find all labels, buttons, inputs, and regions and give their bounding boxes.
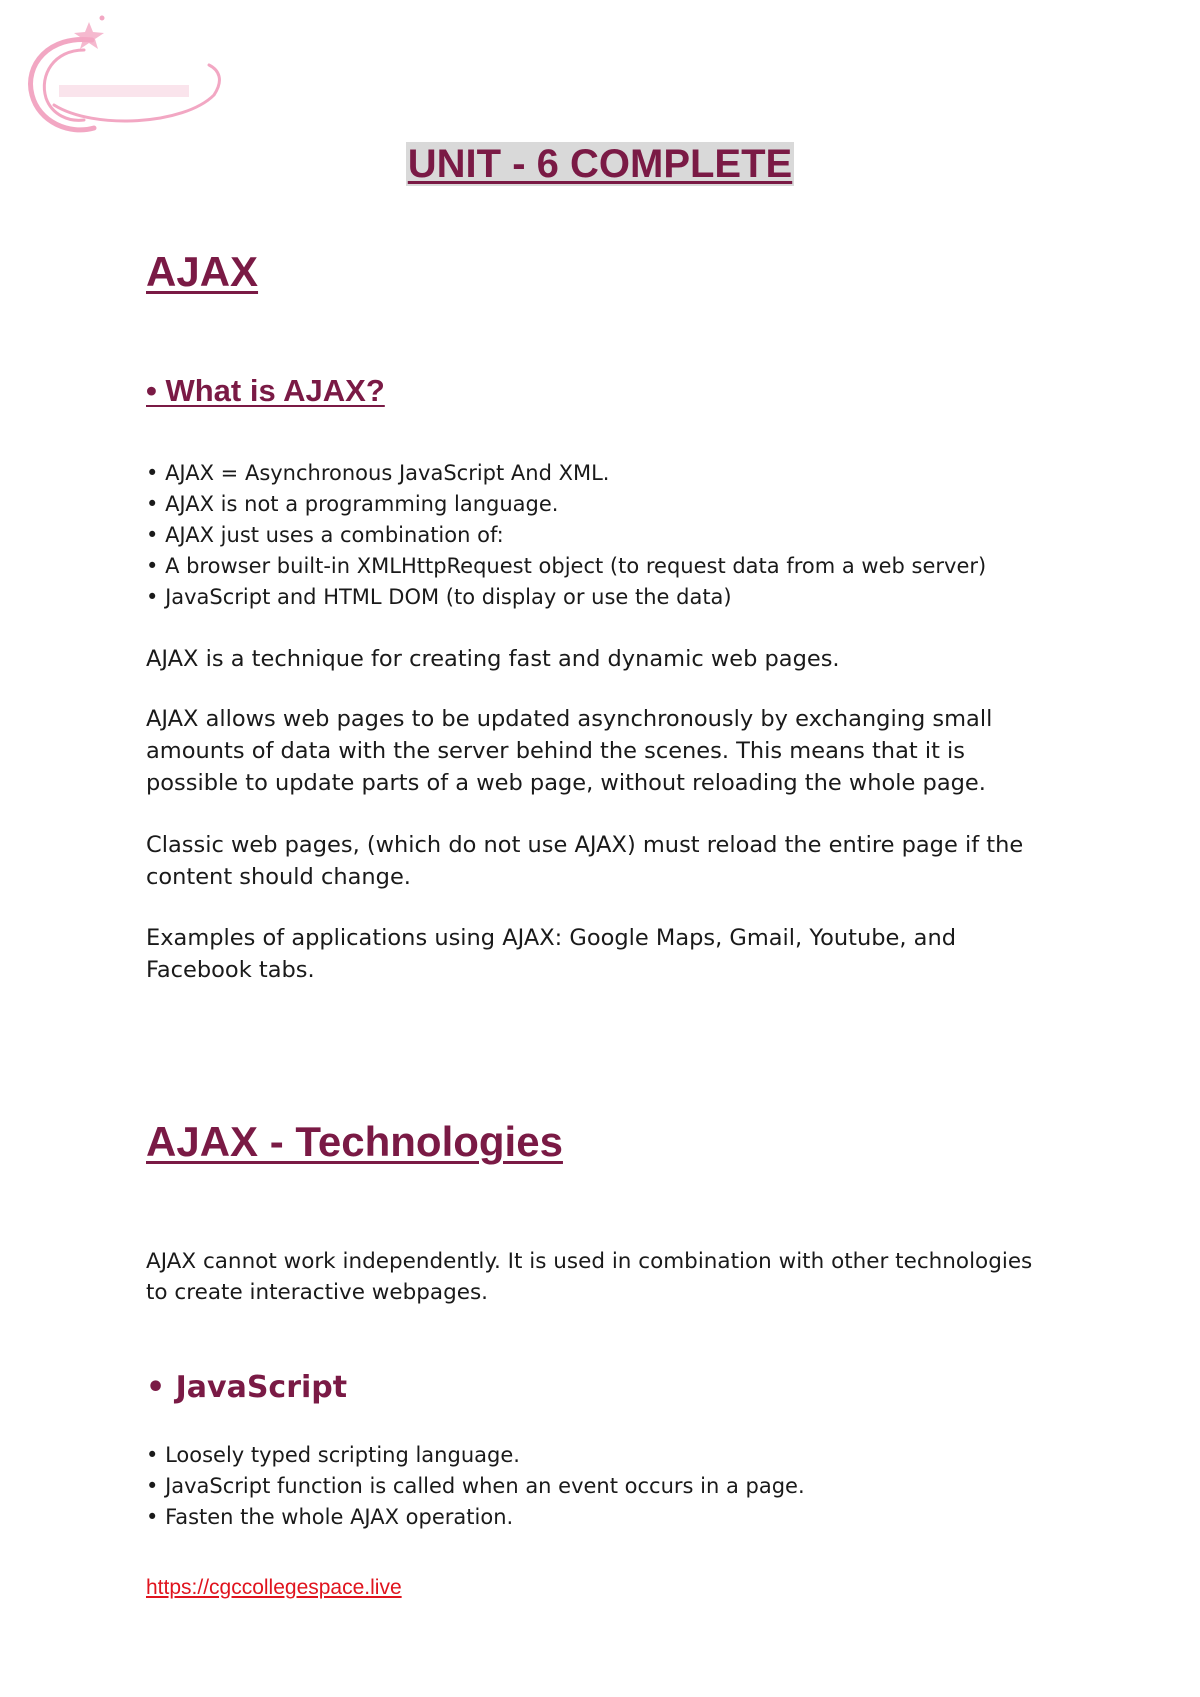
section-heading-technologies: AJAX - Technologies — [146, 1118, 563, 1165]
college-space-logo — [14, 10, 224, 140]
page-title — [0, 142, 1200, 187]
list-item: • A browser built-in XMLHttpRequest object (to request data from a web server) — [146, 551, 986, 582]
paragraph: AJAX is a technique for creating fast and dynamic web pages. — [146, 646, 840, 672]
list-item: • JavaScript and HTML DOM (to display or use the data) — [146, 582, 986, 613]
list-item: • Fasten the whole AJAX operation. — [146, 1502, 805, 1533]
paragraph: Examples of applications using AJAX: Google Maps, Gmail, Youtube, and Facebook tabs. — [146, 925, 956, 983]
paragraph: AJAX cannot work independently. It is used in combination with other technologies to create interactive webpages. — [146, 1249, 1033, 1305]
list-item: • AJAX is not a programming language. — [146, 489, 986, 520]
page-title-text: UNIT - 6 COMPLETE — [407, 142, 793, 186]
footer-link[interactable]: https://cgccollegespace.live — [146, 1576, 402, 1599]
list-item: • JavaScript function is called when an event occurs in a page. — [146, 1471, 805, 1502]
list-item: • AJAX just uses a combination of: — [146, 520, 986, 551]
subheading-what-is-ajax: • What is AJAX? — [146, 373, 385, 408]
paragraph: AJAX allows web pages to be updated asynchronously by exchanging small amounts of data with the server behind the scenes. This means that it is possible to update parts of a web page, without reloading the whole page. — [146, 706, 993, 796]
list-item: • Loosely typed scripting language. — [146, 1440, 805, 1471]
subheading-javascript: • JavaScript — [146, 1370, 348, 1405]
ajax-bullet-list — [146, 458, 986, 613]
javascript-bullet-list — [146, 1440, 805, 1533]
paragraph: Classic web pages, (which do not use AJAX) must reload the entire page if the content should change. — [146, 832, 1024, 890]
section-heading-ajax: AJAX — [146, 248, 259, 295]
list-item: • AJAX = Asynchronous JavaScript And XML. — [146, 458, 986, 489]
